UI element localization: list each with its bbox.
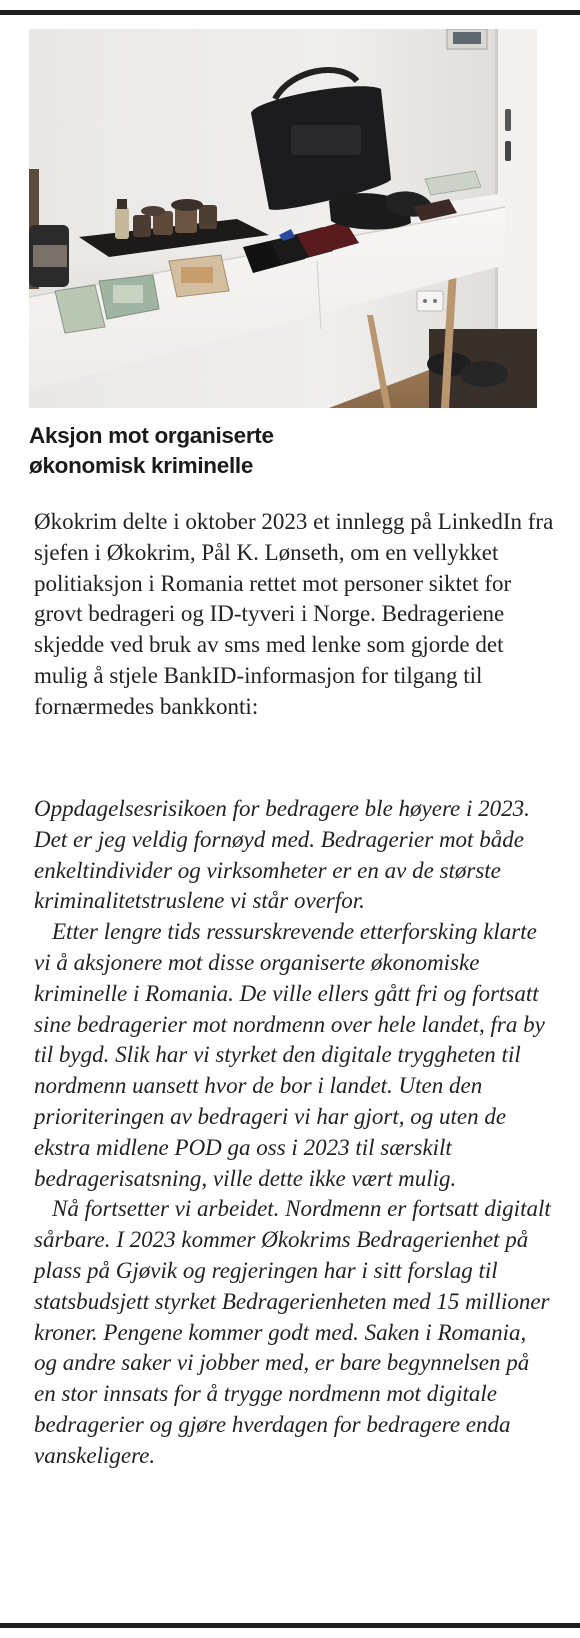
headline-line-1: Aksjon mot organiserte (29, 423, 274, 448)
seized-items-photo (29, 29, 537, 408)
intro-paragraph: Økokrim delte i oktober 2023 et innlegg på LinkedIn fra sjefen i Økokrim, Pål K. Lønseth, om en vellykket politiaksjon i Romania rettet mot personer siktet for grovt bedrageri og ID-tyveri i Norge. Bedrageriene skjedde ved bruk av sms med lenke som gjorde det mulig å stjele BankID-informasjon for tilgang til fornærmedes bankkonti: (34, 509, 554, 719)
quote-paragraph-2: Etter lengre tids ressurskrevende etterforsking klarte vi å aksjonere mot disse organiserte økonomiske kriminelle i Romania. De ville ellers gått fri og fortsatt sine bedragerier mot nordmenn over hele landet, fra by til bygd. Slik har vi styrket den digitale tryggheten til nordmenn uansett hvor de bor i landet. Uten den prioriteringen av bedrageri vi har gjort, og uten de ekstra midlene POD ga oss i 2023 til særskilt bedragerisatsning, ville dette ikke vært mulig. (34, 919, 545, 1191)
quote-paragraph-3: Nå fortsetter vi arbeidet. Nordmenn er fortsatt digitalt sårbare. I 2023 kommer Økokrims Bedragerienhet på plass på Gjøvik og regjeringen har i sitt forslag til statsbudsjett styrket Bedragerienheten med 15 millioner kroner. Pengene kommer godt med. Saken i Romania, og andre saker vi jobber med, er bare begynnelsen på en stor innsats for å trygge nordmenn mot digitale bedragerier og gjøre hverdagen for bedragere enda vanskeligere. (34, 1196, 551, 1468)
headline-line-2: økonomisk kriminelle (29, 453, 254, 478)
top-rule (0, 10, 580, 15)
quote-block (34, 794, 554, 1472)
article-headline (29, 421, 539, 481)
bottom-rule (0, 1623, 580, 1628)
quote-paragraph-1: Oppdagelsesrisikoen for bedragere ble høyere i 2023. Det er jeg veldig fornøyd med. Bedragerier mot både enkeltindivider og virksomheter er en av de største kriminalitetstruslene vi står overfor. (34, 796, 530, 914)
